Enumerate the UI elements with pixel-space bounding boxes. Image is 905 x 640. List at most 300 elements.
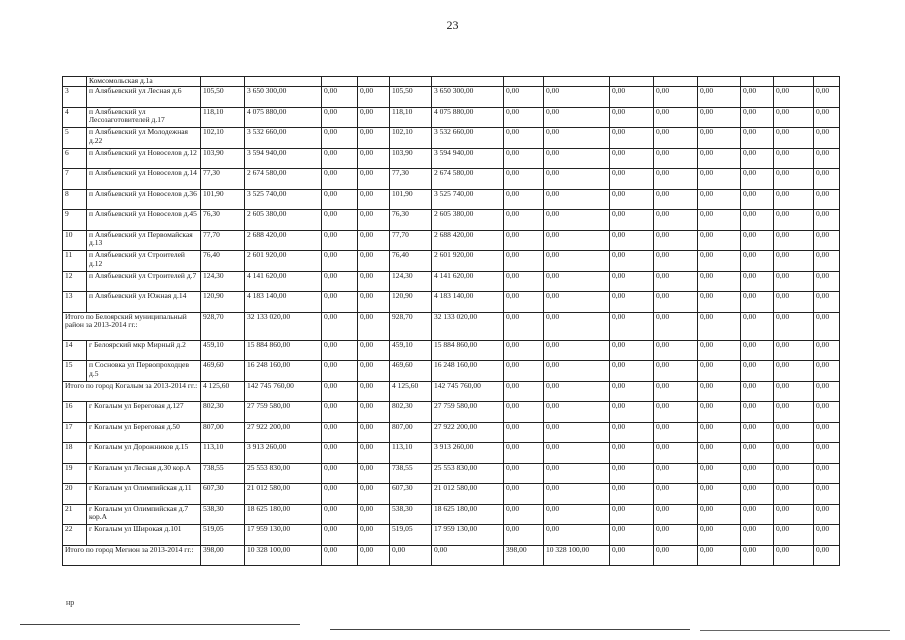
value-cell-c9: 0,00 (610, 128, 654, 149)
value-cell-c9: 0,00 (610, 169, 654, 190)
value-cell-c14: 0,00 (814, 271, 840, 292)
value-cell-c12: 0,00 (741, 189, 774, 210)
value-cell-c14: 0,00 (814, 312, 840, 340)
value-cell-c4: 0,00 (358, 148, 390, 169)
value-cell-c13: 0,00 (774, 361, 814, 382)
value-cell-c13: 0,00 (774, 484, 814, 505)
value-cell-c14: 0,00 (814, 87, 840, 108)
value-cell-c7: 0,00 (504, 107, 544, 128)
value-cell-c4: 0,00 (358, 169, 390, 190)
value-cell-c3: 0,00 (322, 148, 358, 169)
value-cell-c14: 0,00 (814, 128, 840, 149)
value-cell-c6: 18 625 180,00 (432, 504, 504, 525)
row-number: 16 (63, 402, 87, 423)
value-cell-cost: 2 688 420,00 (245, 230, 322, 251)
address-cell: г Когалым ул Береговая д.127 (87, 402, 201, 423)
value-cell-c11: 0,00 (698, 525, 741, 546)
value-cell-c3: 0,00 (322, 361, 358, 382)
value-cell-cost: 3 650 300,00 (245, 87, 322, 108)
value-cell-c8: 0,00 (544, 443, 610, 464)
value-cell-c14: 0,00 (814, 292, 840, 313)
value-cell-c3: 0,00 (322, 381, 358, 402)
value-cell-c4: 0,00 (358, 230, 390, 251)
value-cell-c7: 0,00 (504, 128, 544, 149)
value-cell-cost: 4 141 620,00 (245, 271, 322, 292)
value-cell-c3: 0,00 (322, 210, 358, 231)
value-cell-c5: 807,00 (390, 422, 432, 443)
value-cell-c11: 0,00 (698, 381, 741, 402)
value-cell-c12: 0,00 (741, 312, 774, 340)
scan-line (330, 629, 690, 630)
value-cell-c4: 0,00 (358, 545, 390, 566)
value-cell-c7: 398,00 (504, 545, 544, 566)
value-cell-c3: 0,00 (322, 525, 358, 546)
value-cell-c5: 102,10 (390, 128, 432, 149)
table-row (63, 504, 840, 525)
value-cell-c12: 0,00 (741, 463, 774, 484)
page-number: 23 (446, 18, 459, 32)
value-cell-area: 807,00 (201, 422, 245, 443)
value-cell-c9: 0,00 (610, 312, 654, 340)
value-cell-c11: 0,00 (698, 422, 741, 443)
value-cell-c8: 0,00 (544, 107, 610, 128)
value-cell-c6: 4 075 880,00 (432, 107, 504, 128)
value-cell-area: 77,30 (201, 169, 245, 190)
value-cell-c5: 76,30 (390, 210, 432, 231)
value-cell-c12: 0,00 (741, 381, 774, 402)
value-cell-cost: 16 248 160,00 (245, 361, 322, 382)
row-number: 15 (63, 361, 87, 382)
value-cell-c4: 0,00 (358, 107, 390, 128)
address-cell: г Когалым ул Широкая д.101 (87, 525, 201, 546)
value-cell-c6: 15 884 860,00 (432, 340, 504, 361)
total-label: Итого по город Когалым за 2013-2014 гг.: (63, 381, 201, 402)
value-cell-area: 118,10 (201, 107, 245, 128)
value-cell-c4: 0,00 (358, 210, 390, 231)
value-cell-c5: 105,50 (390, 87, 432, 108)
value-cell-c5: 469,60 (390, 361, 432, 382)
value-cell-c5: 118,10 (390, 107, 432, 128)
value-cell-c8: 0,00 (544, 169, 610, 190)
value-cell-c5: 124,30 (390, 271, 432, 292)
value-cell-area: 76,40 (201, 251, 245, 272)
row-number: 12 (63, 271, 87, 292)
row-number: 10 (63, 230, 87, 251)
value-cell-c10: 0,00 (654, 504, 698, 525)
value-cell-c11: 0,00 (698, 251, 741, 272)
value-cell-c14: 0,00 (814, 148, 840, 169)
value-cell-area: 607,30 (201, 484, 245, 505)
value-cell-c4: 0,00 (358, 422, 390, 443)
value-cell-c6: 3 594 940,00 (432, 148, 504, 169)
value-cell-c4: 0,00 (358, 340, 390, 361)
value-cell-c14: 0,00 (814, 381, 840, 402)
value-cell-c12: 0,00 (741, 361, 774, 382)
value-cell-c10: 0,00 (654, 381, 698, 402)
total-row (63, 545, 840, 566)
value-cell-c6: 27 922 200,00 (432, 422, 504, 443)
value-cell-c3: 0,00 (322, 340, 358, 361)
value-cell-c6: 17 959 130,00 (432, 525, 504, 546)
value-cell-c3: 0,00 (322, 271, 358, 292)
table-row (63, 169, 840, 190)
value-cell-c5: 113,10 (390, 443, 432, 464)
value-cell-c10: 0,00 (654, 361, 698, 382)
value-cell-c9: 0,00 (610, 443, 654, 464)
value-cell-c7: 0,00 (504, 504, 544, 525)
value-cell-c10: 0,00 (654, 169, 698, 190)
table-row (63, 443, 840, 464)
value-cell-c6: 4 141 620,00 (432, 271, 504, 292)
value-cell-c9: 0,00 (610, 189, 654, 210)
value-cell-area: 103,90 (201, 148, 245, 169)
value-cell-cost: 2 605 380,00 (245, 210, 322, 231)
value-cell-c10: 0,00 (654, 251, 698, 272)
value-cell-c7: 0,00 (504, 148, 544, 169)
value-cell-c11: 0,00 (698, 340, 741, 361)
value-cell-c14: 0,00 (814, 230, 840, 251)
address-cell: п Алябьевский ул Лесная д.6 (87, 87, 201, 108)
value-cell-c12: 0,00 (741, 251, 774, 272)
value-cell-c10: 0,00 (654, 128, 698, 149)
value-cell-c9: 0,00 (610, 107, 654, 128)
table-row (63, 87, 840, 108)
value-cell-c11: 0,00 (698, 210, 741, 231)
value-cell-c6: 2 605 380,00 (432, 210, 504, 231)
value-cell-c8: 0,00 (544, 210, 610, 231)
value-cell-c12: 0,00 (741, 210, 774, 231)
value-cell-c12: 0,00 (741, 292, 774, 313)
value-cell-area: 105,50 (201, 87, 245, 108)
value-cell-c8: 0,00 (544, 251, 610, 272)
value-cell-c3: 0,00 (322, 128, 358, 149)
table-row (63, 148, 840, 169)
value-cell-area: 398,00 (201, 545, 245, 566)
value-cell-c7: 0,00 (504, 463, 544, 484)
value-cell-c13: 0,00 (774, 251, 814, 272)
value-cell-c7: 0,00 (504, 443, 544, 464)
value-cell-c11: 0,00 (698, 292, 741, 313)
value-cell-cost: 27 922 200,00 (245, 422, 322, 443)
value-cell-cost: 2 601 920,00 (245, 251, 322, 272)
value-cell-cost: 27 759 580,00 (245, 402, 322, 423)
value-cell-c12: 0,00 (741, 148, 774, 169)
value-cell-c4: 0,00 (358, 443, 390, 464)
value-cell-c5: 538,30 (390, 504, 432, 525)
value-cell-c7: 0,00 (504, 340, 544, 361)
value-cell-c3: 0,00 (322, 87, 358, 108)
value-cell-c4: 0,00 (358, 87, 390, 108)
address-cell: г Когалым ул Олимпийская д.11 (87, 484, 201, 505)
table-row (63, 251, 840, 272)
value-cell-c9: 0,00 (610, 148, 654, 169)
value-cell-c5: 802,30 (390, 402, 432, 423)
value-cell-area: 120,90 (201, 292, 245, 313)
value-cell-c14: 0,00 (814, 361, 840, 382)
value-cell-c3: 0,00 (322, 422, 358, 443)
value-cell-c14: 0,00 (814, 443, 840, 464)
table-row (63, 77, 840, 87)
value-cell-c12: 0,00 (741, 545, 774, 566)
value-cell-c13: 0,00 (774, 87, 814, 108)
value-cell-c7: 0,00 (504, 271, 544, 292)
value-cell-c8: 0,00 (544, 484, 610, 505)
value-cell-c5: 76,40 (390, 251, 432, 272)
value-cell-c9: 0,00 (610, 484, 654, 505)
value-cell-c5: 519,05 (390, 525, 432, 546)
row-number: 13 (63, 292, 87, 313)
address-cell: п Алябьевский ул Южная д.14 (87, 292, 201, 313)
value-cell-c11: 0,00 (698, 271, 741, 292)
value-cell-area: 124,30 (201, 271, 245, 292)
value-cell-c5: 103,90 (390, 148, 432, 169)
value-cell-c8: 0,00 (544, 148, 610, 169)
value-cell-c11: 0,00 (698, 463, 741, 484)
row-number: 5 (63, 128, 87, 149)
row-number: 8 (63, 189, 87, 210)
value-cell-c14: 0,00 (814, 169, 840, 190)
value-cell-c3: 0,00 (322, 107, 358, 128)
value-cell-area: 113,10 (201, 443, 245, 464)
row-number: 19 (63, 463, 87, 484)
value-cell-c8: 10 328 100,00 (544, 545, 610, 566)
address-cell: Комсомольская д.1а (87, 77, 201, 87)
value-cell-c8: 0,00 (544, 87, 610, 108)
value-cell-c10: 0,00 (654, 292, 698, 313)
value-cell-c11: 0,00 (698, 230, 741, 251)
address-cell: п Алябьевский ул Новоселов д.14 (87, 169, 201, 190)
value-cell-c5: 607,30 (390, 484, 432, 505)
value-cell-area: 738,55 (201, 463, 245, 484)
value-cell-c12: 0,00 (741, 484, 774, 505)
value-cell-c5: 77,70 (390, 230, 432, 251)
address-cell: п Алябьевский ул Новоселов д.12 (87, 148, 201, 169)
value-cell-area: 928,70 (201, 312, 245, 340)
value-cell-c13: 0,00 (774, 402, 814, 423)
value-cell-c13: 0,00 (774, 545, 814, 566)
address-cell: г Когалым ул Олимпийская д.7 кор.А (87, 504, 201, 525)
value-cell-c6: 21 012 580,00 (432, 484, 504, 505)
value-cell-c4: 0,00 (358, 463, 390, 484)
value-cell-c8: 0,00 (544, 340, 610, 361)
value-cell-c14: 0,00 (814, 251, 840, 272)
value-cell-c14: 0,00 (814, 422, 840, 443)
value-cell-c14: 0,00 (814, 525, 840, 546)
value-cell-c11: 0,00 (698, 107, 741, 128)
value-cell-c11: 0,00 (698, 361, 741, 382)
value-cell-c10: 0,00 (654, 271, 698, 292)
value-cell-c8: 0,00 (544, 128, 610, 149)
value-cell-c11: 0,00 (698, 484, 741, 505)
total-label: Итого по город Мегион за 2013-2014 гг.: (63, 545, 201, 566)
value-cell-c4: 0,00 (358, 525, 390, 546)
value-cell-c10: 0,00 (654, 463, 698, 484)
value-cell-c8: 0,00 (544, 525, 610, 546)
table-row (63, 340, 840, 361)
value-cell-area: 538,30 (201, 504, 245, 525)
value-cell-c11: 0,00 (698, 169, 741, 190)
value-cell-c14: 0,00 (814, 107, 840, 128)
housing-program-table (62, 76, 840, 566)
value-cell-c13: 0,00 (774, 169, 814, 190)
value-cell-cost: 32 133 020,00 (245, 312, 322, 340)
value-cell-c13: 0,00 (774, 340, 814, 361)
value-cell-c3: 0,00 (322, 443, 358, 464)
value-cell-c5: 4 125,60 (390, 381, 432, 402)
row-number: 22 (63, 525, 87, 546)
value-cell-c9: 0,00 (610, 210, 654, 231)
value-cell-c10: 0,00 (654, 210, 698, 231)
value-cell-c8: 0,00 (544, 271, 610, 292)
value-cell-c4: 0,00 (358, 361, 390, 382)
address-cell: п Алябьевский ул Первомайская д.13 (87, 230, 201, 251)
value-cell-c14: 0,00 (814, 189, 840, 210)
value-cell-c8: 0,00 (544, 361, 610, 382)
value-cell-c6: 0,00 (432, 545, 504, 566)
value-cell-c13: 0,00 (774, 210, 814, 231)
address-cell: п Алябьевский ул Новоселов д.36 (87, 189, 201, 210)
value-cell-c10: 0,00 (654, 443, 698, 464)
row-number: 18 (63, 443, 87, 464)
value-cell-c10: 0,00 (654, 107, 698, 128)
address-cell: г Когалым ул Дорожников д.15 (87, 443, 201, 464)
value-cell-c3: 0,00 (322, 402, 358, 423)
row-number: 11 (63, 251, 87, 272)
value-cell-c9: 0,00 (610, 340, 654, 361)
value-cell-area: 101,90 (201, 189, 245, 210)
value-cell-c8: 0,00 (544, 402, 610, 423)
value-cell-c6: 25 553 830,00 (432, 463, 504, 484)
value-cell-c13: 0,00 (774, 463, 814, 484)
value-cell-c8: 0,00 (544, 292, 610, 313)
value-cell-c5: 120,90 (390, 292, 432, 313)
address-cell: п Алябьевский ул Лесозаготовителей д.17 (87, 107, 201, 128)
value-cell-c11: 0,00 (698, 87, 741, 108)
value-cell-c6: 32 133 020,00 (432, 312, 504, 340)
value-cell-c6: 142 745 760,00 (432, 381, 504, 402)
value-cell-c8: 0,00 (544, 381, 610, 402)
value-cell-cost: 17 959 130,00 (245, 525, 322, 546)
value-cell-area: 802,30 (201, 402, 245, 423)
row-number: 21 (63, 504, 87, 525)
address-cell: п Алябьевский ул Молодежная д.22 (87, 128, 201, 149)
value-cell-c9: 0,00 (610, 361, 654, 382)
value-cell-c7: 0,00 (504, 87, 544, 108)
table-row (63, 361, 840, 382)
address-cell: п Сосновка ул Первопроходцев д.5 (87, 361, 201, 382)
value-cell-c13: 0,00 (774, 525, 814, 546)
address-cell: г Когалым ул Береговая д.50 (87, 422, 201, 443)
value-cell-c12: 0,00 (741, 271, 774, 292)
value-cell-c9: 0,00 (610, 230, 654, 251)
value-cell-c14: 0,00 (814, 504, 840, 525)
value-cell-c5: 928,70 (390, 312, 432, 340)
value-cell-c6: 27 759 580,00 (432, 402, 504, 423)
value-cell-c11: 0,00 (698, 312, 741, 340)
value-cell-c10: 0,00 (654, 340, 698, 361)
value-cell-c8: 0,00 (544, 463, 610, 484)
value-cell-c6: 3 525 740,00 (432, 189, 504, 210)
value-cell-c14: 0,00 (814, 210, 840, 231)
table-row (63, 422, 840, 443)
value-cell-c11: 0,00 (698, 128, 741, 149)
value-cell-cost: 15 884 860,00 (245, 340, 322, 361)
table-row (63, 402, 840, 423)
value-cell-cost: 25 553 830,00 (245, 463, 322, 484)
value-cell-c10: 0,00 (654, 525, 698, 546)
value-cell-c13: 0,00 (774, 312, 814, 340)
address-cell: п Алябьевский ул Строителей д.7 (87, 271, 201, 292)
value-cell-c10: 0,00 (654, 189, 698, 210)
value-cell-cost: 10 328 100,00 (245, 545, 322, 566)
value-cell-c11: 0,00 (698, 148, 741, 169)
value-cell-c9: 0,00 (610, 504, 654, 525)
value-cell-c13: 0,00 (774, 504, 814, 525)
value-cell-cost: 3 594 940,00 (245, 148, 322, 169)
value-cell-c7: 0,00 (504, 210, 544, 231)
value-cell-c3: 0,00 (322, 292, 358, 313)
address-cell: п Алябьевский ул Новоселов д.45 (87, 210, 201, 231)
value-cell-area: 469,60 (201, 361, 245, 382)
value-cell-cost: 4 075 880,00 (245, 107, 322, 128)
value-cell-c9: 0,00 (610, 381, 654, 402)
value-cell-c6: 2 674 580,00 (432, 169, 504, 190)
value-cell-c10: 0,00 (654, 87, 698, 108)
value-cell-c7: 0,00 (504, 402, 544, 423)
row-number: 14 (63, 340, 87, 361)
value-cell-c5: 738,55 (390, 463, 432, 484)
value-cell-c12: 0,00 (741, 340, 774, 361)
value-cell-area: 519,05 (201, 525, 245, 546)
value-cell-c11: 0,00 (698, 504, 741, 525)
value-cell-c3: 0,00 (322, 463, 358, 484)
total-row (63, 312, 840, 340)
value-cell-c12: 0,00 (741, 230, 774, 251)
value-cell-c7: 0,00 (504, 230, 544, 251)
value-cell-c13: 0,00 (774, 230, 814, 251)
value-cell-c11: 0,00 (698, 545, 741, 566)
value-cell-c10: 0,00 (654, 230, 698, 251)
value-cell-c4: 0,00 (358, 292, 390, 313)
value-cell-c7: 0,00 (504, 525, 544, 546)
address-cell: г Белоярский мкр Мирный д.2 (87, 340, 201, 361)
value-cell-c12: 0,00 (741, 422, 774, 443)
value-cell-cost: 18 625 180,00 (245, 504, 322, 525)
value-cell-c7: 0,00 (504, 189, 544, 210)
value-cell-c12: 0,00 (741, 443, 774, 464)
table-row (63, 107, 840, 128)
value-cell-c12: 0,00 (741, 504, 774, 525)
value-cell-c8: 0,00 (544, 312, 610, 340)
value-cell-c4: 0,00 (358, 381, 390, 402)
value-cell-c7: 0,00 (504, 422, 544, 443)
total-label: Итого по Белоярский муниципальный район за 2013-2014 гг.: (63, 312, 201, 340)
value-cell-c7: 0,00 (504, 169, 544, 190)
value-cell-c13: 0,00 (774, 148, 814, 169)
value-cell-c4: 0,00 (358, 128, 390, 149)
value-cell-c14: 0,00 (814, 340, 840, 361)
value-cell-c7: 0,00 (504, 312, 544, 340)
value-cell-c14: 0,00 (814, 545, 840, 566)
value-cell-c12: 0,00 (741, 402, 774, 423)
value-cell-c8: 0,00 (544, 230, 610, 251)
scan-line (700, 630, 890, 631)
value-cell-c5: 101,90 (390, 189, 432, 210)
value-cell-c4: 0,00 (358, 484, 390, 505)
value-cell-c7: 0,00 (504, 484, 544, 505)
value-cell-c7: 0,00 (504, 251, 544, 272)
value-cell-c11: 0,00 (698, 443, 741, 464)
